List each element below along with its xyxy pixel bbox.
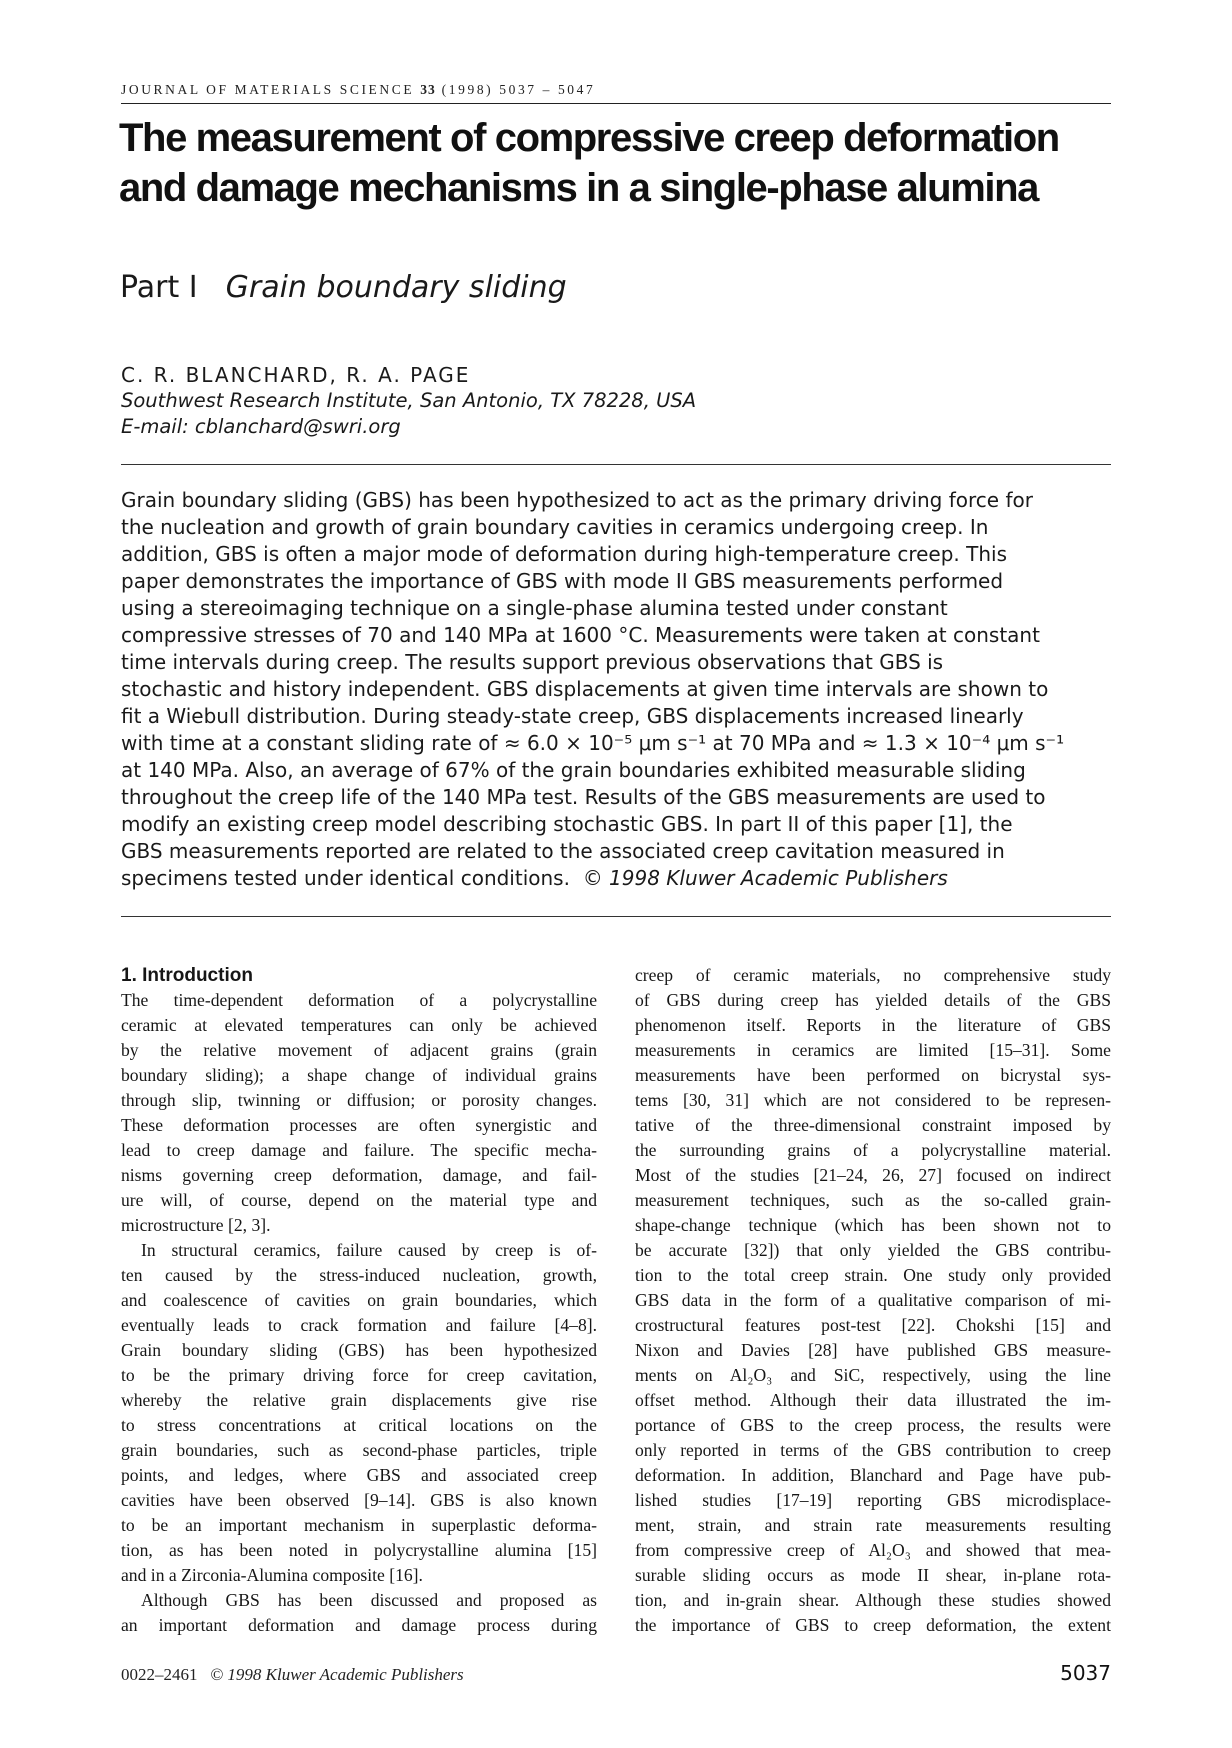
abstract-line: addition, GBS is often a major mode of deformation during high-temperature creep. This bbox=[121, 542, 1008, 566]
body-line: lead to creep damage and failure. The specific mecha- bbox=[121, 1140, 597, 1160]
body-line: eventually leads to crack formation and failure [4–8]. bbox=[121, 1315, 597, 1335]
header-rule bbox=[121, 103, 1111, 104]
body-line: In structural ceramics, failure caused by creep is of- bbox=[141, 1240, 597, 1260]
body-line: surable sliding occurs as mode II shear, in-plane rota- bbox=[635, 1565, 1111, 1585]
body-line: through slip, twinning or diffusion; or porosity changes. bbox=[121, 1090, 597, 1110]
body-line: to stress concentrations at critical locations on the bbox=[121, 1415, 597, 1435]
body-line: microstructure [2, 3]. bbox=[121, 1215, 271, 1235]
body-line: nisms governing creep deformation, damage, and fail- bbox=[121, 1165, 597, 1185]
body-line: to be the primary driving force for creep cavitation, bbox=[121, 1365, 597, 1385]
body-line: creep of ceramic materials, no comprehensive study bbox=[635, 965, 1111, 985]
page-number: 5037 bbox=[1060, 1661, 1111, 1685]
abstract-line: modify an existing creep model describing stochastic GBS. In part II of this paper [1], the bbox=[121, 812, 1013, 836]
author-list: C. R. BLANCHARD, R. A. PAGE bbox=[121, 363, 471, 387]
part-number: Part I bbox=[120, 270, 198, 305]
article-subtitle bbox=[120, 270, 1020, 306]
body-line: These deformation processes are often synergistic and bbox=[121, 1115, 597, 1135]
body-line: only reported in terms of the GBS contribution to creep bbox=[635, 1440, 1111, 1460]
abstract-last-line bbox=[121, 865, 1113, 892]
author-affiliation: Southwest Research Institute, San Antonio, TX 78228, USA bbox=[121, 389, 697, 412]
body-line: GBS data in the form of a qualitative comparison of mi- bbox=[635, 1290, 1111, 1310]
footer-copyright: © 1998 Kluwer Academic Publishers bbox=[210, 1665, 464, 1684]
body-line: tion to the total creep strain. One study only provided bbox=[635, 1265, 1111, 1285]
abstract-line: the nucleation and growth of grain boundary cavities in ceramics undergoing creep. In bbox=[121, 515, 989, 539]
author-email: E-mail: cblanchard@swri.org bbox=[121, 415, 401, 438]
body-line: Nixon and Davies [28] have published GBS measure- bbox=[635, 1340, 1111, 1360]
body-line: ure will, of course, depend on the material type and bbox=[121, 1190, 597, 1210]
body-line: Although GBS has been discussed and proposed as bbox=[141, 1590, 597, 1610]
body-line: phenomenon itself. Reports in the literature of GBS bbox=[635, 1015, 1111, 1035]
body-line: points, and ledges, where GBS and associated creep bbox=[121, 1465, 597, 1485]
body-line: tems [30, 31] which are not considered to be represen- bbox=[635, 1090, 1111, 1110]
abstract-line: at 140 MPa. Also, an average of 67% of the grain boundaries exhibited measurable sliding bbox=[121, 758, 1026, 782]
footer-left bbox=[121, 1664, 621, 1686]
body-line: tative of the three-dimensional constraint imposed by bbox=[635, 1115, 1111, 1135]
body-line: shape-change technique (which has been shown not to bbox=[635, 1215, 1111, 1235]
body-line: measurements in ceramics are limited [15–31]. Some bbox=[635, 1040, 1111, 1060]
body-line: an important deformation and damage process during bbox=[121, 1615, 597, 1635]
abstract-line: fit a Wiebull distribution. During steady-state creep, GBS displacements increased linearly bbox=[121, 704, 1024, 728]
journal-volume: 33 bbox=[420, 82, 436, 97]
abstract-line: GBS measurements reported are related to the associated creep cavitation measured in bbox=[121, 839, 1005, 863]
body-line: and in a Zirconia-Alumina composite [16]. bbox=[121, 1565, 423, 1585]
body-line: ten caused by the stress-induced nucleation, growth, bbox=[121, 1265, 597, 1285]
body-line: Most of the studies [21–24, 26, 27] focused on indirect bbox=[635, 1165, 1111, 1185]
body-line: crostructural features post-test [22]. Chokshi [15] and bbox=[635, 1315, 1111, 1335]
body-line: The time-dependent deformation of a polycrystalline bbox=[121, 990, 597, 1010]
abstract-line: stochastic and history independent. GBS displacements at given time intervals are shown to bbox=[121, 677, 1049, 701]
abstract-line: Grain boundary sliding (GBS) has been hypothesized to act as the primary driving force for bbox=[121, 488, 1033, 512]
right-column bbox=[635, 963, 1111, 1638]
body-line: of GBS during creep has yielded details of the GBS bbox=[635, 990, 1111, 1010]
body-line: to be an important mechanism in superplastic deforma- bbox=[121, 1515, 597, 1535]
abstract-line: using a stereoimaging technique on a single-phase alumina tested under constant bbox=[121, 596, 948, 620]
body-line: measurements have been performed on bicrystal sys- bbox=[635, 1065, 1111, 1085]
body-line: ceramic at elevated temperatures can only be achieved bbox=[121, 1015, 597, 1035]
body-line: Grain boundary sliding (GBS) has been hypothesized bbox=[121, 1340, 597, 1360]
body-line: whereby the relative grain displacements give rise bbox=[121, 1390, 597, 1410]
body-line: be accurate [32]) that only yielded the GBS contribu- bbox=[635, 1240, 1111, 1260]
abstract-copyright: © 1998 Kluwer Academic Publishers bbox=[582, 866, 948, 890]
body-line: tion, as has been noted in polycrystalline alumina [15] bbox=[121, 1540, 597, 1560]
section-heading: 1. Introduction bbox=[121, 965, 253, 986]
abstract-bottom-rule bbox=[121, 916, 1111, 917]
body-line: measurement techniques, such as the so-called grain- bbox=[635, 1190, 1111, 1210]
abstract-line: throughout the creep life of the 140 MPa test. Results of the GBS measurements are used to bbox=[121, 785, 1046, 809]
body-line: the importance of GBS to creep deformation, the extent bbox=[635, 1615, 1111, 1635]
abstract-line: compressive stresses of 70 and 140 MPa at 1600 °C. Measurements were taken at constant bbox=[121, 623, 1040, 647]
abstract-line: with time at a constant sliding rate of ≈ 6.0 × 10⁻⁵ μm s⁻¹ at 70 MPa and ≈ 1.3 × 10⁻⁴ μm s⁻¹ bbox=[121, 731, 1065, 755]
body-line: the surrounding grains of a polycrystalline material. bbox=[635, 1140, 1111, 1160]
abstract-line: time intervals during creep. The results support previous observations that GBS is bbox=[121, 650, 944, 674]
left-column bbox=[121, 963, 597, 1638]
body-line: from compressive creep of Al₂O₃ and showed that mea- bbox=[635, 1540, 1111, 1560]
footer-issn: 0022–2461 bbox=[121, 1665, 198, 1684]
part-name: Grain boundary sliding bbox=[225, 270, 567, 305]
article-title: The measurement of compressive creep deformation and damage mechanisms in a single-phase alumina bbox=[119, 116, 1059, 210]
abstract-line: specimens tested under identical conditions. bbox=[121, 866, 570, 890]
running-head bbox=[121, 82, 1111, 98]
body-line: tion, and in-grain shear. Although these studies showed bbox=[635, 1590, 1111, 1610]
body-line: offset method. Although their data illustrated the im- bbox=[635, 1390, 1111, 1410]
body-line: ment, strain, and strain rate measurements resulting bbox=[635, 1515, 1111, 1535]
abstract-top-rule bbox=[121, 464, 1111, 465]
journal-year-pages: (1998) 5037 – 5047 bbox=[441, 82, 596, 97]
body-line: portance of GBS to the creep process, the results were bbox=[635, 1415, 1111, 1435]
abstract bbox=[121, 487, 1113, 892]
body-line: cavities have been observed [9–14]. GBS is also known bbox=[121, 1490, 597, 1510]
body-line: and coalescence of cavities on grain boundaries, which bbox=[121, 1290, 597, 1310]
body-line: boundary sliding); a shape change of individual grains bbox=[121, 1065, 597, 1085]
body-line: by the relative movement of adjacent grains (grain bbox=[121, 1040, 597, 1060]
body-line: grain boundaries, such as second-phase particles, triple bbox=[121, 1440, 597, 1460]
body-line: lished studies [17–19] reporting GBS microdisplace- bbox=[635, 1490, 1111, 1510]
body-line: ments on Al₂O₃ and SiC, respectively, using the line bbox=[635, 1365, 1111, 1385]
body-line: deformation. In addition, Blanchard and Page have pub- bbox=[635, 1465, 1111, 1485]
journal-name: JOURNAL OF MATERIALS SCIENCE bbox=[121, 82, 415, 97]
abstract-line: paper demonstrates the importance of GBS with mode II GBS measurements performed bbox=[121, 569, 1004, 593]
